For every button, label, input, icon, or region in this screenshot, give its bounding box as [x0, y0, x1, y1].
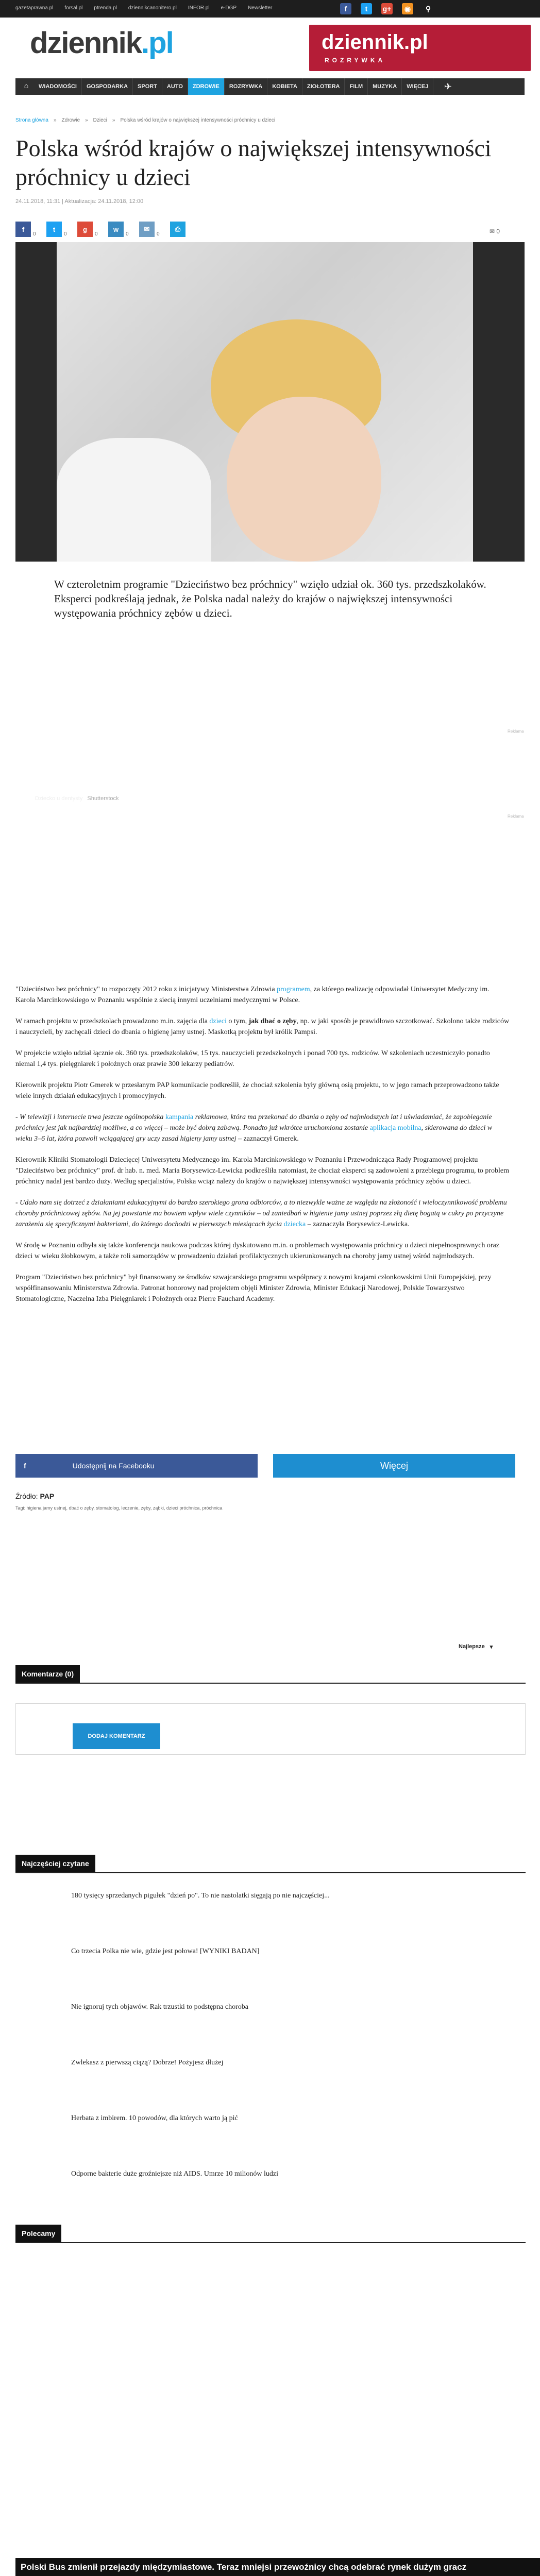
nav-item-muzyka[interactable]: MUZYKA [368, 78, 402, 95]
promo-banner[interactable] [309, 25, 531, 71]
home-icon[interactable]: ⌂ [24, 82, 29, 90]
nav-item-rozrywka[interactable]: ROZRYWKA [225, 78, 267, 95]
breadcrumb-separator: » [112, 117, 115, 123]
social-links [340, 3, 434, 14]
article-date: 24.11.2018, 11:31 | Aktualizacja: 24.11.2018, 12:00 [15, 198, 144, 205]
google-plus-share-icon[interactable]: g [77, 222, 93, 237]
most-read-item[interactable]: 180 tysięcy sprzedanych pigułek "dzień po". To nie nastolatki sięgają po nie najczęściej... [71, 1892, 330, 1900]
sort-label: Najlepsze [459, 1643, 485, 1650]
ad-label: Reklama [508, 814, 524, 819]
ad-label: Reklama [508, 729, 524, 734]
share-count: 0 [64, 231, 67, 237]
nav-item-sport[interactable]: SPORT [133, 78, 162, 95]
wykop-share-icon[interactable]: w [108, 222, 124, 237]
network-link[interactable]: Newsletter [248, 5, 273, 11]
most-read-item[interactable]: Zwlekasz z pierwszą ciążą? Dobrze! Pożyjesz dłużej [71, 2059, 224, 2066]
share-count: 0 [126, 231, 129, 237]
inline-link[interactable]: kampania [165, 1113, 194, 1121]
top-bar [0, 0, 540, 18]
bottom-news-banner[interactable]: Polski Bus zmienił przejazdy międzymiastowe. Teraz mniejsi przewoźnicy chcą odebrać rynek dużym gracz [15, 2558, 540, 2576]
facebook-share-icon[interactable]: f [15, 222, 31, 237]
search-icon[interactable]: ⚲ [425, 4, 431, 13]
share-count: 0 [157, 231, 160, 237]
inline-link[interactable]: dzieci [209, 1018, 227, 1025]
bird-logo-icon[interactable]: ✈ [444, 81, 452, 92]
comments-count[interactable]: ✉ 0 [490, 228, 500, 235]
facebook-icon[interactable]: f [340, 3, 351, 14]
nav-item-auto[interactable]: AUTO [162, 78, 188, 95]
network-link[interactable]: ptrenda.pl [94, 5, 117, 11]
email-share-icon[interactable]: ✉ [139, 222, 155, 237]
most-read-item[interactable]: Odporne bakterie duże groźniejsze niż AIDS. Umrze 10 milionów ludzi [71, 2170, 278, 2178]
google-plus-icon[interactable]: g+ [381, 3, 393, 14]
dentist-coat [57, 438, 211, 562]
nav-item-zdrowie[interactable]: ZDROWIE [188, 78, 225, 95]
comment-sort[interactable] [459, 1643, 493, 1650]
inline-link[interactable]: dziecka [283, 1221, 306, 1228]
inline-link[interactable]: programem [277, 986, 310, 993]
breadcrumb-zdrowie[interactable]: Zdrowie [61, 117, 80, 123]
photo-image [57, 242, 473, 562]
article-lead: W czteroletnim programie "Dzieciństwo bez próchnicy" wzięło udział ok. 360 tys. przedszkolaków. Eksperci podkreślają jednak, że Polska nadal należy do krajów o największej intensywności występowania próchnicy zębów u dzieci. [54, 578, 486, 619]
facebook-share-label: Udostępnij na Facebooku [72, 1462, 155, 1470]
share-count: 0 [33, 231, 36, 237]
breadcrumb-home[interactable]: Strona główna [15, 117, 48, 123]
rss-icon[interactable]: ◉ [402, 3, 413, 14]
promo-title: dziennik.pl [322, 31, 428, 54]
photo-caption: Dziecko u dentysty Shutterstock [35, 795, 119, 802]
network-link[interactable]: e-DGP [221, 5, 237, 11]
comment-box [15, 1703, 526, 1755]
breadcrumb-current: Polska wśród krajów o największej intensywności próchnicy u dzieci [120, 117, 276, 123]
article-paragraph: Program "Dzieciństwo bez próchnicy" był finansowany ze środków szwajcarskiego programu współpracy z nowymi krajami członkowskimi Unii Europejskiej, przy współfinansowaniu Ministerstwa Zdrowia. Patronat honorowy nad projektem objęli Minister Zdrowia, Minister Edukacji Narodowej, Polskie Towarzystwo Stomatologiczne, Naczelna Izba Pielęgniarek i Położnych oraz Pierre Fauchard Academy. [15, 1274, 492, 1303]
article-source: Źródło: PAP [15, 1492, 55, 1500]
article-paragraph: - Udało nam się dotrzeć z działaniami edukacyjnymi do bardzo szerokiego grona odbiorców, a to niezwykle ważne ze względu na złożoność i wieloczynnikowość problemu choroby próchnicowej zębów. Na jej powstanie ma bowiem wpływ wiele czynników – od zaniedbań w higienie jamy ustnej poprzez złą dietę bogatą w cukry po przyczyne zarażenia się specyficznymi bakteriami, do którego dochodzi w pierwszych miesiącach życia dziecka – zaznaczyła Borysewicz-Lewicka. [15, 1199, 507, 1228]
site-logo[interactable]: dziennik.pl [30, 26, 173, 60]
share-buttons [15, 222, 185, 237]
article-paragraph: Kierownik projektu Piotr Gmerek w przesłanym PAP komunikacie podkreślił, że chociaż szkolenia były główną osią projektu, to w jego ramach przeprowadzono także wiele innych działań edukacyjnych i promocyjnych. [15, 1081, 499, 1100]
photo-source: Shutterstock [87, 795, 119, 802]
article-paragraph: W ramach projektu w przedszkolach prowadzono m.in. zajęcia dla dzieci o tym, jak dbać o zęby, np. w jaki sposób je prawidłowo szczotkować. Szkolono także rodziców i nauczycieli, by zachęcali dzieci do dbania o higienę jamy ustnej. Maskotką projektu był królik Pampsi. [15, 1018, 510, 1036]
breadcrumb-separator: » [53, 117, 57, 123]
twitter-icon[interactable]: t [361, 3, 372, 14]
nav-item-kobieta[interactable]: KOBIETA [267, 78, 302, 95]
most-read-title: Najczęściej czytane [15, 1855, 95, 1872]
network-links [15, 5, 272, 11]
print-icon[interactable]: ⎙ [170, 222, 185, 237]
network-link[interactable]: dziennikcanonitero.pl [128, 5, 177, 11]
article-tags[interactable]: Tagi: higiena jamy ustnej, dbać o zęby, stomatolog, leczenie, zęby, ząbki, dzieci próchnica, próchnica [15, 1505, 223, 1511]
network-link[interactable]: gazetaprawna.pl [15, 5, 54, 11]
breadcrumb-separator: » [85, 117, 88, 123]
twitter-share-icon[interactable]: t [46, 222, 62, 237]
article-title: Polska wśród krajów o największej intensywności próchnicy u dzieci [15, 135, 492, 190]
child-face [227, 397, 381, 562]
nav-item-wiecej[interactable]: WIĘCEJ [402, 78, 433, 95]
recommended-header [15, 2225, 526, 2243]
network-link[interactable]: forsal.pl [64, 5, 83, 11]
inline-link[interactable]: aplikacja mobilna [369, 1124, 421, 1132]
nav-item-film[interactable]: FILM [345, 78, 368, 95]
breadcrumb [15, 117, 275, 123]
article-paragraph: Kierownik Kliniki Stomatologii Dziecięcej Uniwersytetu Medycznego im. Karola Marcinkowskiego w Poznaniu i Przewodnicząca Rady Programowej projektu "Dzieciństwo bez próchnicy" prof. dr hab. n. med. Maria Borysewicz-Lewicka podkreśliła natomiast, że chociaż eksperci są zadowoleni z przebiegu programu, to problem próchnicy nadal jest bardzo duży. Według specjalistów, Polska wciąż należy do krajów o największej intensywności występowania próchnicy zębów u dzieci. [15, 1156, 510, 1185]
article-paragraph: "Dzieciństwo bez próchnicy" to rozpoczęty 2012 roku z inicjatywy Ministerstwa Zdrowia programem, za którego realizację odpowiadał Uniwersytet Medyczny im. Karola Marcinkowskiego w Poznaniu wspólnie z siecią innymi uczelniami medycznymi w Polsce. [15, 986, 490, 1004]
recommended-title: Polecamy [15, 2225, 61, 2242]
more-share-button[interactable]: Więcej [273, 1454, 515, 1478]
main-nav [15, 78, 525, 95]
article-paragraph: W środę w Poznaniu odbyła się także konferencja naukowa podczas której dyskutowano m.in. o problemach występowania próchnicy u dzieci niepełnosprawnych oraz dzieci w wieku żłobkowym, a także roli samorządów w prowadzeniu działań profilaktycznych ukierunkowanych na choroby jamy ustnej wśród najmłodszych. [15, 1242, 499, 1260]
share-count: 0 [95, 231, 98, 237]
most-read-item[interactable]: Herbata z imbirem. 10 powodów, dla których warto ją pić [71, 2114, 238, 2122]
promo-subtitle: ROZRYWKA [325, 57, 386, 64]
most-read-header [15, 1855, 526, 1873]
breadcrumb-dzieci[interactable]: Dzieci [93, 117, 107, 123]
nav-item-ziolotera[interactable]: ZIOŁOTERA [302, 78, 345, 95]
facebook-share-bar[interactable] [15, 1454, 258, 1478]
chevron-down-icon: ▾ [490, 1644, 493, 1650]
most-read-item[interactable]: Nie ignoruj tych objawów. Rak trzustki to podstępna choroba [71, 2003, 248, 2011]
network-link[interactable]: INFOR.pl [188, 5, 210, 11]
article-paragraph: W projekcie wzięło udział łącznie ok. 360 tys. przedszkolaków, 15 tys. nauczycieli przedszkolnych i ponad 700 tys. rodziców. W szkoleniach uczestniczyło ponadto niemal 1,4 tys. pielęgniarek i położnych oraz prawie 300 lekarzy pediatrów. [15, 1049, 490, 1068]
most-read-item[interactable]: Co trzecia Polka nie wie, gdzie jest połowa! [WYNIKI BADAN] [71, 1947, 260, 1955]
article-paragraph: - W telewizji i internecie trwa jeszcze ogólnopolska kampania reklamowa, która ma przekonać do dbania o zęby od najmłodszych lat i uświadamiać, że zapobieganie próchnicy jest jak najbardziej możliwe, a co więcej – może być dobrą zabawą. Ponadto już wkrótce uruchomiona zostanie aplikacja mobilna, skierowana do dzieci w wieku 3–6 lat, która pozwoli wciągającej gry uczy zasad higieny jamy ustnej – zaznaczył Gmerek. [15, 1113, 493, 1143]
article-body [15, 984, 510, 1315]
facebook-icon: f [24, 1462, 26, 1470]
comments-section-header [15, 1665, 526, 1684]
comments-title: Komentarze (0) [15, 1665, 80, 1683]
nav-item-gospodarka[interactable]: GOSPODARKA [82, 78, 133, 95]
nav-item-wiadomosci[interactable]: WIADOMOŚCI [34, 78, 82, 95]
add-comment-button[interactable]: DODAJ KOMENTARZ [73, 1723, 160, 1749]
